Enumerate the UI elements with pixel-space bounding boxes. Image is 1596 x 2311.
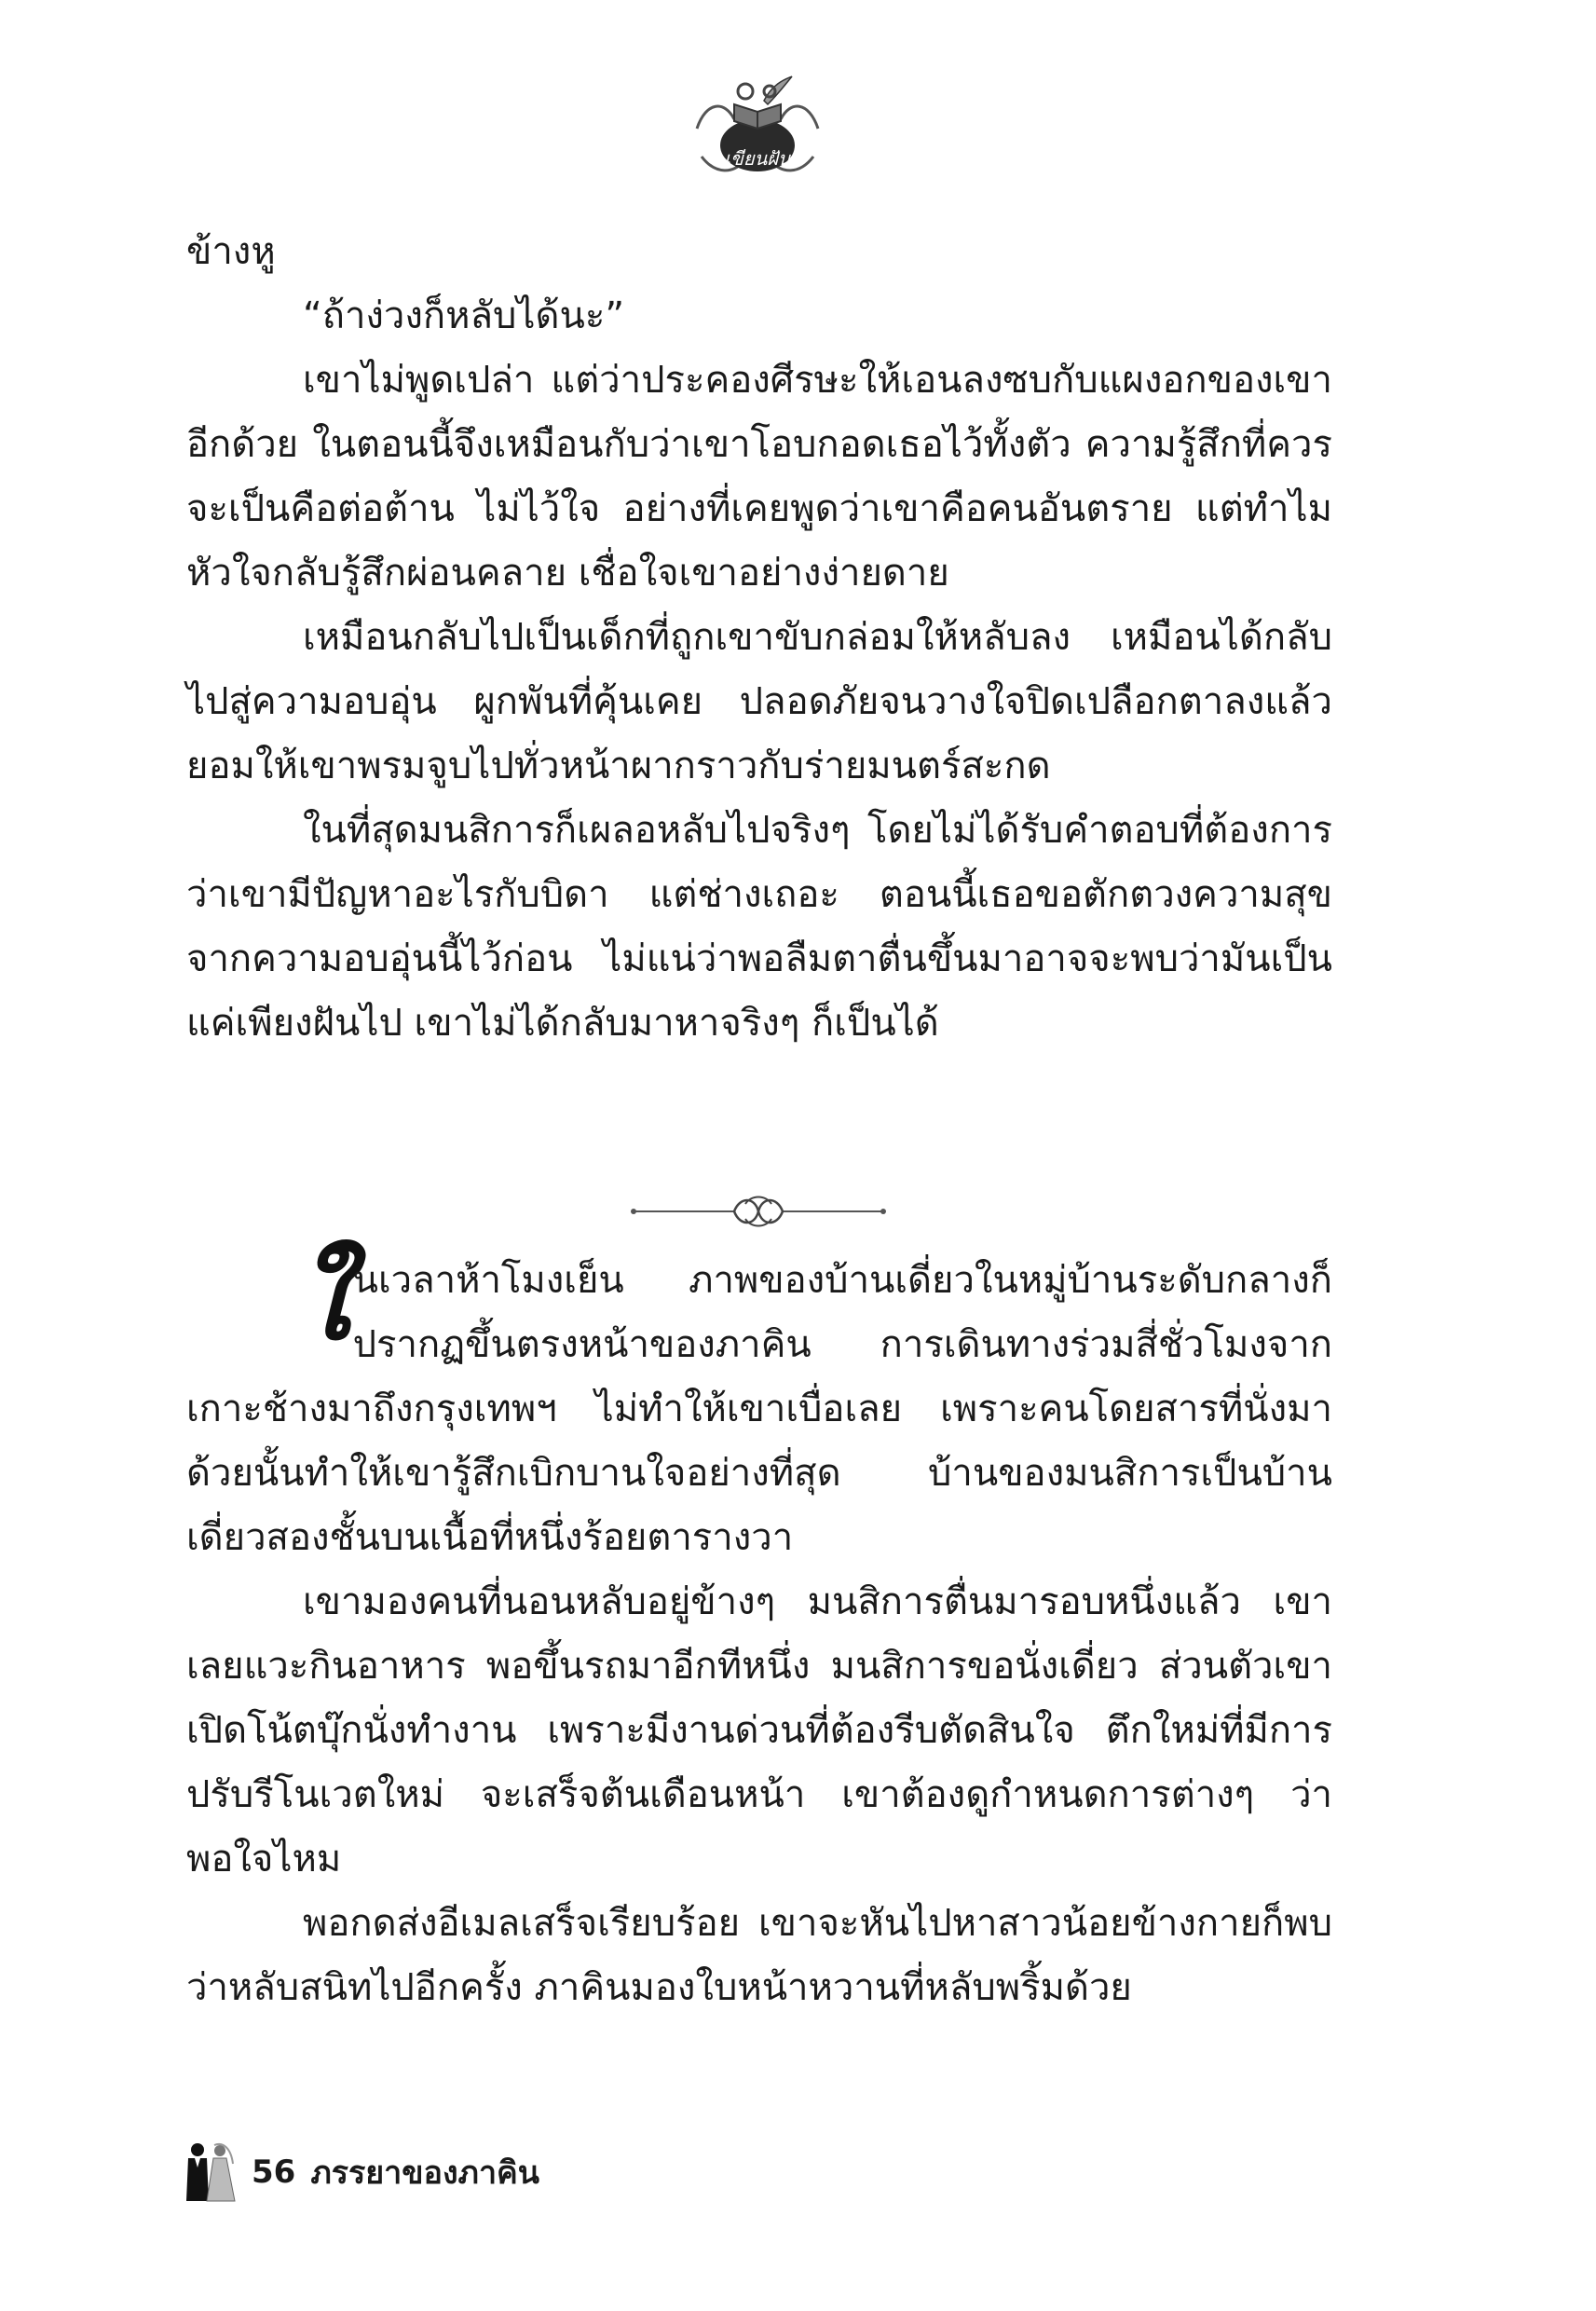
section-two-text bbox=[186, 1238, 1332, 2020]
page-footer bbox=[183, 2140, 539, 2205]
paragraph: ในที่สุดมนสิการก็เผลอหลับไปจริงๆ โดยไม่ได้รับคำตอบที่ต้องการว่าเขามีปัญหาอะไรกับบิดา แต่ช่างเถอะ ตอนนี้เธอขอตักตวงความสุขจากความอบอุ่นนี้ไว้ก่อน ไม่แน่ว่าพอลืมตาตื่นขึ้นมาอาจจะพบว่ามันเป็นแค่เพียงฝันไป เขาไม่ได้กลับมาหาจริงๆ ก็เป็นได้ bbox=[186, 809, 1332, 1045]
bride-groom-icon bbox=[183, 2141, 237, 2203]
paragraph: เขาไม่พูดเปล่า แต่ว่าประคองศีรษะให้เอนลงซบกับแผงอกของเขาอีกด้วย ในตอนนี้จึงเหมือนกับว่าเขาโอบกอดเธอไว้ทั้งตัว ความรู้สึกที่ควรจะเป็นคือต่อต้าน ไม่ไว้ใจ อย่างที่เคยพูดว่าเขาคือคนอันตราย แต่ทำไมหัวใจกลับรู้สึกผ่อนคลาย เชื่อใจเขาอย่างง่ายดาย bbox=[186, 359, 1332, 595]
paragraph: เขามองคนที่นอนหลับอยู่ข้างๆ มนสิการตื่นมารอบหนึ่งแล้ว เขาเลยแวะกินอาหาร พอขึ้นรถมาอีกทีหนึ่ง มนสิการขอนั่งเดี่ยว ส่วนตัวเขาเปิดโน้ตบุ๊กนั่งทำงาน เพราะมีงานด่วนที่ต้องรีบตัดสินใจ ตึกใหม่ที่มีการปรับรีโนเวตใหม่ จะเสร็จต้นเดือนหน้า เขาต้องดูกำหนดการต่างๆ ว่าพอใจไหม bbox=[186, 1580, 1332, 1880]
section-one-text bbox=[186, 220, 1332, 1056]
book-ornament-emblem-icon bbox=[688, 73, 827, 183]
book-title: ภรรยาของภาคิน bbox=[310, 2154, 540, 2192]
opening-paragraph-text: นเวลาห้าโมงเย็น ภาพของบ้านเดี่ยวในหมู่บ้านระดับกลางก็ปรากฏขึ้นตรงหน้าของภาคิน การเดินทางร่วมสี่ชั่วโมงจากเกาะช้างมาถึงกรุงเทพฯ ไม่ทำให้เขาเบื่อเลย เพราะคนโดยสารที่นั่งมาด้วยนั้นทำให้เขารู้สึกเบิกบานใจอย่างที่สุด บ้านของมนสิการเป็นบ้านเดี่ยวสองชั้นบนเนื้อที่หนึ่งร้อยตารางวา bbox=[186, 1259, 1332, 1559]
drop-cap: ใ bbox=[296, 1238, 349, 1364]
text-line: ข้างหู bbox=[186, 230, 276, 273]
scroll-divider-ornament-icon bbox=[630, 1191, 887, 1232]
dialogue-line: “ถ้าง่วงก็หลับได้นะ” bbox=[303, 294, 625, 337]
paragraph: เหมือนกลับไปเป็นเด็กที่ถูกเขาขับกล่อมให้หลับลง เหมือนได้กลับไปสู่ความอบอุ่น ผูกพันที่คุ้นเคย ปลอดภัยจนวางใจปิดเปลือกตาลงแล้วยอมให้เขาพรมจูบไปทั่วหน้าผากราวกับร่ายมนตร์สะกด bbox=[186, 616, 1332, 787]
page-number: 56 bbox=[252, 2154, 296, 2191]
paragraph: พอกดส่งอีเมลเสร็จเรียบร้อย เขาจะหันไปหาสาวน้อยข้างกายก็พบว่าหลับสนิทไปอีกครั้ง ภาคินมองใบหน้าหวานที่หลับพริ้มด้วย bbox=[186, 1902, 1332, 2009]
logo-text: เขียนฝัน bbox=[724, 147, 791, 170]
opening-paragraph bbox=[186, 1238, 1332, 1570]
